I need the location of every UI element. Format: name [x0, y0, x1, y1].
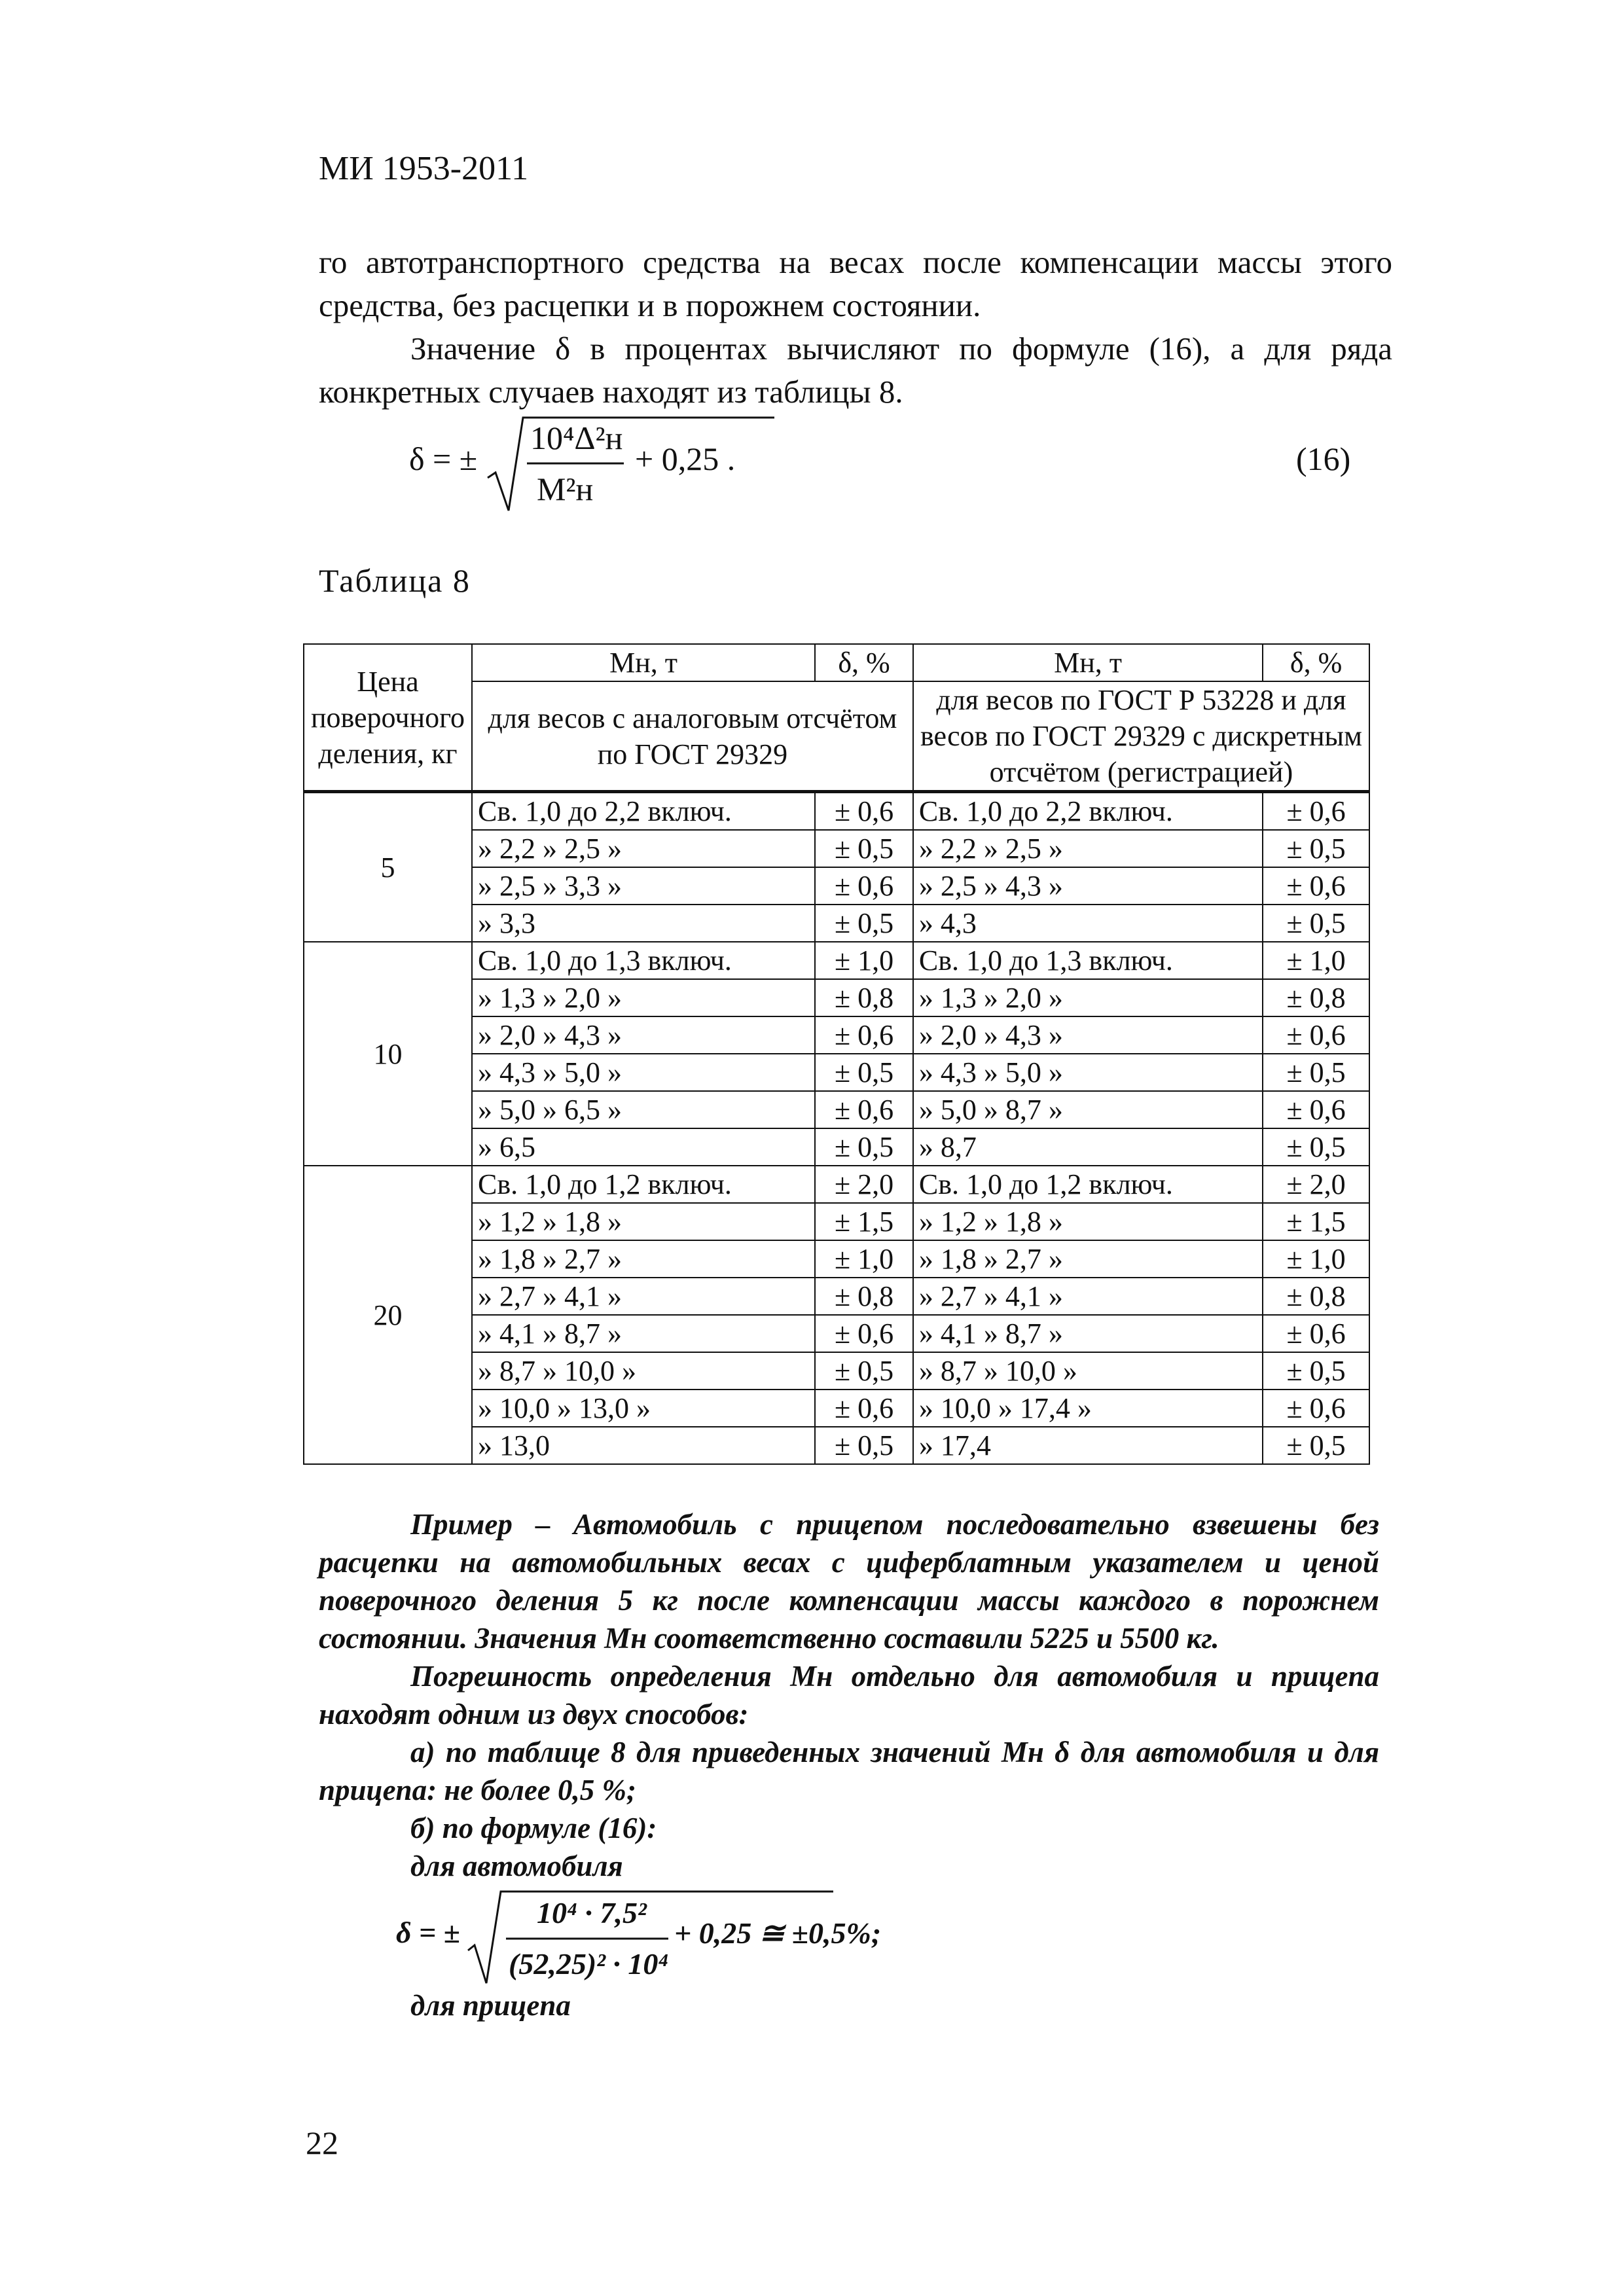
formula-16-rest: + 0,25 . [635, 440, 736, 477]
delta-discrete-cell: ± 0,8 [1263, 979, 1369, 1016]
delta-discrete-cell: ± 0,6 [1263, 867, 1369, 905]
delta-analog-cell: ± 1,0 [815, 942, 913, 979]
table-caption: Таблица 8 [319, 562, 471, 599]
example-formula-rest: + 0,25 ≅ ±0,5%; [674, 1916, 882, 1950]
price-cell: 20 [304, 1166, 472, 1464]
example-paragraph-3: а) по таблице 8 для приведенных значений Мн δ для автомобиля и для прицепа: не более 0,5 %; [319, 1736, 1379, 1806]
delta-analog-cell: ± 0,5 [815, 1054, 913, 1091]
mass-analog-cell: » 8,7 » 10,0 » [472, 1352, 815, 1390]
formula-16-number: (16) [1296, 440, 1351, 477]
mass-analog-cell: » 2,0 » 4,3 » [472, 1016, 815, 1054]
delta-discrete-cell: ± 0,5 [1263, 1427, 1369, 1464]
subheader-discrete: для весов по ГОСТ Р 53228 и для весов по ГОСТ 29329 с дискретным отсчётом (регистрацией) [913, 681, 1369, 792]
mass-discrete-cell: » 10,0 » 17,4 » [913, 1390, 1263, 1427]
header-delta-right: δ, % [1263, 644, 1369, 681]
mass-discrete-cell: » 2,7 » 4,1 » [913, 1278, 1263, 1315]
page-number: 22 [306, 2125, 338, 2161]
mass-analog-cell: » 13,0 [472, 1427, 815, 1464]
paragraph-continuation: го автотранспортного средства на весах после компенсации массы этого средства, без расцепки и в порожнем состоянии. [319, 244, 1392, 323]
delta-discrete-cell: ± 0,5 [1263, 1352, 1369, 1390]
mass-discrete-cell: » 4,3 » 5,0 » [913, 1054, 1263, 1091]
header-mass-left: Мн, т [472, 644, 815, 681]
mass-discrete-cell: » 5,0 » 8,7 » [913, 1091, 1263, 1128]
mass-analog-cell: » 1,8 » 2,7 » [472, 1240, 815, 1278]
delta-discrete-cell: ± 0,6 [1263, 1016, 1369, 1054]
mass-analog-cell: » 1,3 » 2,0 » [472, 979, 815, 1016]
delta-analog-cell: ± 0,6 [815, 792, 913, 831]
example-paragraph-1: Пример – Автомобиль с прицепом последовательно взвешены без расцепки на автомобильных весах с циферблатным указателем и ценой поверочного деления 5 кг после компенсации массы каждого в порожнем состоянии. Значения Мн соответственно составили 5225 и 5500 кг. [319, 1508, 1379, 1655]
mass-discrete-cell: » 4,3 [913, 905, 1263, 942]
delta-analog-cell: ± 0,6 [815, 1091, 913, 1128]
delta-analog-cell: ± 0,6 [815, 1016, 913, 1054]
delta-analog-cell: ± 0,6 [815, 1390, 913, 1427]
delta-analog-cell: ± 1,5 [815, 1203, 913, 1240]
example-formula-numerator: 10⁴ · 7,5² [537, 1896, 647, 1929]
example-formula-denominator: (52,25)² · 10⁴ [509, 1947, 669, 1981]
table-8 [303, 643, 1370, 1465]
mass-analog-cell: » 1,2 » 1,8 » [472, 1203, 815, 1240]
delta-discrete-cell: ± 2,0 [1263, 1166, 1369, 1203]
delta-discrete-cell: ± 0,5 [1263, 905, 1369, 942]
mass-analog-cell: » 10,0 » 13,0 » [472, 1390, 815, 1427]
price-cell: 10 [304, 942, 472, 1166]
table-body [304, 792, 1369, 1465]
example-formula [396, 1885, 985, 1990]
mass-analog-cell: Св. 1,0 до 1,2 включ. [472, 1166, 815, 1203]
mass-analog-cell: » 2,7 » 4,1 » [472, 1278, 815, 1315]
mass-discrete-cell: » 1,2 » 1,8 » [913, 1203, 1263, 1240]
mass-analog-cell: » 6,5 [472, 1128, 815, 1166]
delta-discrete-cell: ± 0,5 [1263, 1128, 1369, 1166]
formula-16-numerator: 10⁴Δ²н [530, 420, 623, 456]
mass-analog-cell: Св. 1,0 до 1,3 включ. [472, 942, 815, 979]
delta-discrete-cell: ± 0,5 [1263, 830, 1369, 867]
subheader-analog: для весов с аналоговым отсчётом по ГОСТ 29329 [472, 681, 913, 792]
paragraph-formula-intro: Значение δ в процентах вычисляют по формуле (16), а для ряда конкретных случаев находят из таблицы 8. [319, 331, 1392, 410]
example-paragraph-6: для прицепа [410, 1989, 571, 2022]
mass-discrete-cell: » 8,7 [913, 1128, 1263, 1166]
header-price: Цена поверочного деления, кг [304, 644, 472, 792]
table-row [304, 1166, 1369, 1203]
mass-discrete-cell: » 1,8 » 2,7 » [913, 1240, 1263, 1278]
delta-discrete-cell: ± 0,8 [1263, 1278, 1369, 1315]
document-header: МИ 1953-2011 [319, 150, 529, 187]
delta-analog-cell: ± 0,6 [815, 867, 913, 905]
mass-discrete-cell: Св. 1,0 до 1,2 включ. [913, 1166, 1263, 1203]
mass-analog-cell: » 3,3 [472, 905, 815, 942]
delta-analog-cell: ± 0,8 [815, 1278, 913, 1315]
header-delta-left: δ, % [815, 644, 913, 681]
delta-analog-cell: ± 0,5 [815, 1427, 913, 1464]
delta-analog-cell: ± 0,5 [815, 1128, 913, 1166]
delta-discrete-cell: ± 1,0 [1263, 1240, 1369, 1278]
example-formula-lhs: δ = ± [396, 1916, 461, 1949]
formula-16 [409, 412, 1391, 517]
mass-discrete-cell: » 8,7 » 10,0 » [913, 1352, 1263, 1390]
mass-discrete-cell: » 17,4 [913, 1427, 1263, 1464]
mass-discrete-cell: » 4,1 » 8,7 » [913, 1315, 1263, 1352]
header-mass-right: Мн, т [913, 644, 1263, 681]
mass-discrete-cell: Св. 1,0 до 1,3 включ. [913, 942, 1263, 979]
delta-analog-cell: ± 0,5 [815, 830, 913, 867]
mass-discrete-cell: Св. 1,0 до 2,2 включ. [913, 792, 1263, 831]
delta-discrete-cell: ± 0,6 [1263, 1390, 1369, 1427]
example-paragraph-5: для автомобиля [410, 1850, 623, 1882]
mass-analog-cell: Св. 1,0 до 2,2 включ. [472, 792, 815, 831]
mass-analog-cell: » 4,3 » 5,0 » [472, 1054, 815, 1091]
delta-discrete-cell: ± 1,5 [1263, 1203, 1369, 1240]
mass-discrete-cell: » 2,2 » 2,5 » [913, 830, 1263, 867]
mass-discrete-cell: » 1,3 » 2,0 » [913, 979, 1263, 1016]
mass-discrete-cell: » 2,0 » 4,3 » [913, 1016, 1263, 1054]
delta-analog-cell: ± 1,0 [815, 1240, 913, 1278]
delta-analog-cell: ± 0,5 [815, 1352, 913, 1390]
delta-analog-cell: ± 0,5 [815, 905, 913, 942]
delta-analog-cell: ± 2,0 [815, 1166, 913, 1203]
mass-analog-cell: » 2,5 » 3,3 » [472, 867, 815, 905]
delta-analog-cell: ± 0,6 [815, 1315, 913, 1352]
delta-analog-cell: ± 0,8 [815, 979, 913, 1016]
mass-discrete-cell: » 2,5 » 4,3 » [913, 867, 1263, 905]
price-cell: 5 [304, 792, 472, 942]
delta-discrete-cell: ± 0,6 [1263, 1315, 1369, 1352]
formula-16-lhs: δ = ± [409, 440, 478, 477]
mass-analog-cell: » 4,1 » 8,7 » [472, 1315, 815, 1352]
formula-16-denominator: М²н [537, 471, 594, 507]
mass-analog-cell: » 5,0 » 6,5 » [472, 1091, 815, 1128]
mass-analog-cell: » 2,2 » 2,5 » [472, 830, 815, 867]
example-paragraph-4: б) по формуле (16): [410, 1812, 657, 1844]
table-row [304, 792, 1369, 831]
delta-discrete-cell: ± 0,6 [1263, 792, 1369, 831]
delta-discrete-cell: ± 0,6 [1263, 1091, 1369, 1128]
example-paragraph-2: Погрешность определения Мн отдельно для автомобиля и прицепа находят одним из двух способов: [319, 1660, 1379, 1731]
delta-discrete-cell: ± 0,5 [1263, 1054, 1369, 1091]
table-row [304, 942, 1369, 979]
delta-discrete-cell: ± 1,0 [1263, 942, 1369, 979]
